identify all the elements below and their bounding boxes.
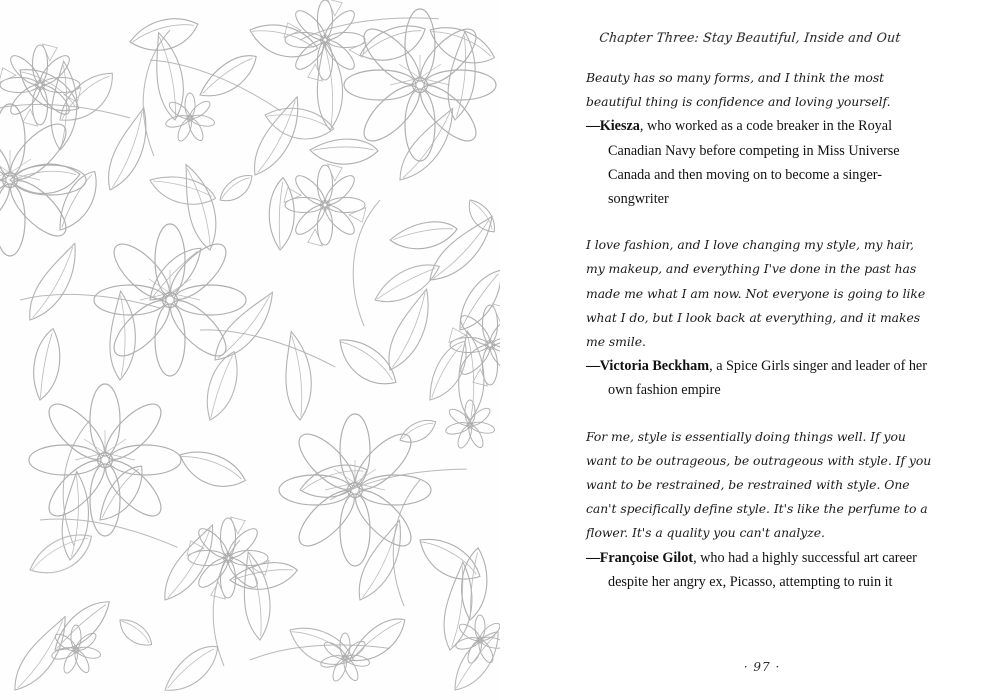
quote-block [586, 233, 934, 402]
person-name: Victoria Beckham [599, 358, 710, 375]
person-descriptor: , a Spice Girls singer and leader of her own fashion empire [608, 358, 927, 399]
quote-block [586, 66, 934, 211]
running-head: Chapter Three: Stay Beautiful, Inside and Out [598, 30, 902, 45]
quote-attribution [586, 354, 934, 402]
em-dash: — [586, 549, 600, 566]
quote-block [586, 425, 934, 594]
body-column [586, 66, 934, 594]
person-descriptor: , who worked as a code breaker in the Royal Canadian Navy before competing in Miss Universe Canada and then moving on to become a singer-songwriter [608, 118, 900, 208]
text-page [500, 0, 1000, 700]
quote-attribution [586, 546, 934, 594]
quote-text: For me, style is essentially doing things well. If you want to be outrageous, be outrageous with style. If you want to be restrained, be restrained with style. One can't specifically define style. It's like the perfume to a flower. It's a quality you can't analyze. [586, 428, 932, 541]
em-dash: — [586, 118, 600, 135]
quote-attribution [586, 114, 934, 211]
person-name: Françoise Gilot [599, 549, 694, 566]
quote-text: I love fashion, and I love changing my style, my hair, my makeup, and everything I've done in the past has made me what I am now. Not everyone is going to like what I do, but I look back at everything, and it makes me smile. [586, 237, 926, 350]
person-name: Kiesza [599, 118, 640, 135]
person-descriptor: , who had a highly successful art career despite her angry ex, Picasso, attempting to ruin it [608, 549, 917, 590]
em-dash: — [586, 358, 600, 375]
quote-text: Beauty has so many forms, and I think the most beautiful thing is confidence and loving yourself. [586, 70, 891, 110]
page-number: · 97 · [743, 660, 781, 674]
